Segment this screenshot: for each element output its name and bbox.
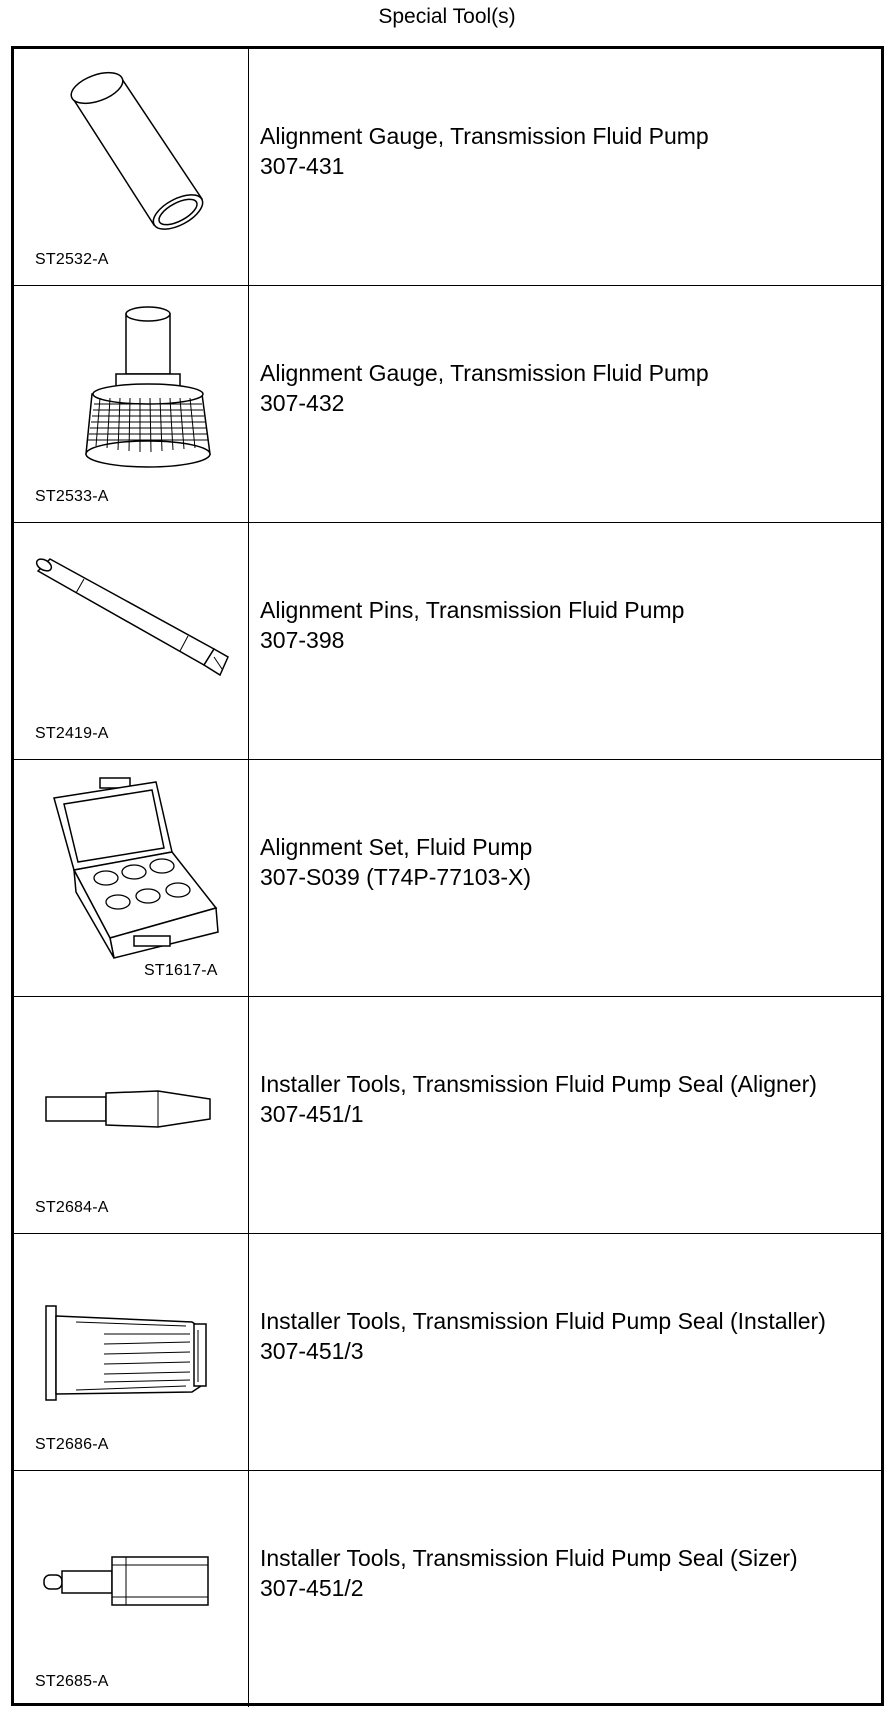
tool-description-cell [260, 286, 880, 522]
tool-row [14, 286, 881, 523]
tool-row [14, 997, 881, 1234]
aligner-tool-illustration [14, 997, 248, 1233]
tool-row [14, 760, 881, 997]
tool-number: 307-431 [260, 153, 345, 179]
tool-row [14, 523, 881, 760]
installer-tool-illustration [14, 1234, 248, 1470]
image-code-label: ST1617-A [144, 962, 218, 979]
tool-image-cell [14, 286, 249, 522]
tool-number: 307-432 [260, 390, 345, 416]
tool-description-cell [260, 1471, 880, 1707]
image-code-label: ST2686-A [35, 1436, 109, 1453]
tool-name: Installer Tools, Transmission Fluid Pump Seal (Aligner) [260, 1071, 817, 1097]
tool-image-cell [14, 997, 249, 1233]
sizer-tool-illustration [14, 1471, 248, 1707]
tool-name: Installer Tools, Transmission Fluid Pump Seal (Installer) [260, 1308, 826, 1334]
image-code-label: ST2419-A [35, 725, 109, 742]
tool-image-cell [14, 49, 249, 285]
tool-row [14, 49, 881, 286]
tool-number: 307-451/1 [260, 1101, 364, 1127]
tool-name: Alignment Gauge, Transmission Fluid Pump [260, 360, 709, 386]
tool-image-cell [14, 760, 249, 996]
tool-row [14, 1471, 881, 1707]
tool-name: Alignment Set, Fluid Pump [260, 834, 533, 860]
tool-description-cell [260, 49, 880, 285]
tool-name: Installer Tools, Transmission Fluid Pump Seal (Sizer) [260, 1545, 798, 1571]
image-code-label: ST2684-A [35, 1199, 109, 1216]
tool-number: 307-451/2 [260, 1575, 364, 1601]
image-code-label: ST2685-A [35, 1673, 109, 1690]
tool-description-cell [260, 760, 880, 996]
image-code-label: ST2533-A [35, 488, 109, 505]
tool-number: 307-S039 (T74P-77103-X) [260, 864, 532, 890]
alignment-set-case-illustration [14, 760, 248, 996]
alignment-pin-illustration [14, 523, 248, 759]
tool-image-cell [14, 1471, 249, 1707]
tool-description-cell [260, 997, 880, 1233]
special-tools-table [11, 46, 884, 1706]
tool-number: 307-398 [260, 627, 345, 653]
tool-image-cell [14, 1234, 249, 1470]
tool-image-cell [14, 523, 249, 759]
alignment-gauge-knurled-illustration [14, 286, 248, 522]
tool-name: Alignment Gauge, Transmission Fluid Pump [260, 123, 709, 149]
page-title: Special Tool(s) [378, 5, 516, 28]
tool-description-cell [260, 1234, 880, 1470]
tool-number: 307-451/3 [260, 1338, 364, 1364]
alignment-gauge-tube-illustration [14, 49, 248, 285]
tool-name: Alignment Pins, Transmission Fluid Pump [260, 597, 685, 623]
image-code-label: ST2532-A [35, 251, 109, 268]
tool-description-cell [260, 523, 880, 759]
tool-row [14, 1234, 881, 1471]
